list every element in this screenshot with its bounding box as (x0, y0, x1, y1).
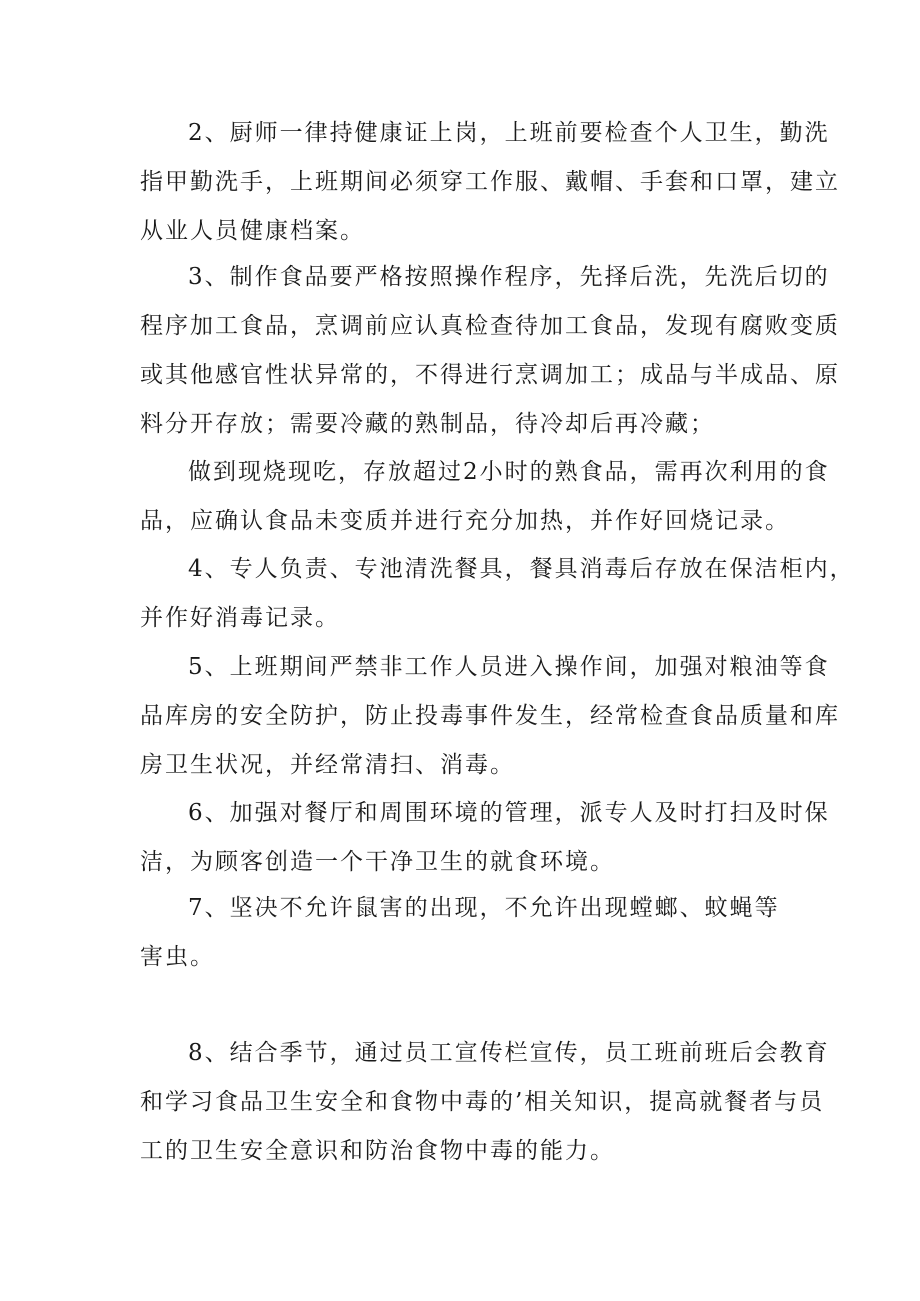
text-line: 害虫。 (140, 944, 215, 970)
paragraph-6-environment (140, 789, 830, 887)
text-line: 7、坚决不允许鼠害的出现，不允许出现螳螂、蚊蝇等 (188, 895, 780, 921)
paragraph-4-tableware (140, 545, 855, 643)
text-line: 房卫生状况，并经常清扫、消毒。 (140, 752, 515, 778)
paragraph-reheating (140, 448, 830, 546)
text-line: 和学习食品卫生安全和食物中毒的’相关知识，提高就餐者与员 (140, 1089, 825, 1115)
text-line: 或其他感官性状异常的，不得进行烹调加工；成品与半成品、原 (140, 362, 840, 388)
paragraph-3-food-preparation (140, 253, 840, 449)
paragraph-7-pest-control (140, 884, 788, 982)
text-line: 从业人员健康档案。 (140, 218, 365, 244)
text-line: 4、专人负责、专池清洗餐具，餐具消毒后存放在保洁柜内， (188, 556, 855, 582)
text-line: 2、厨师一律持健康证上岗，上班前要检查个人卫生，勤洗 (188, 120, 830, 146)
text-line: 洁，为顾客创造一个干净卫生的就食环境。 (140, 849, 615, 875)
text-line: 8、结合季节，通过员工宣传栏宣传，员工班前班后会教育 (188, 1040, 830, 1066)
text-line: 指甲勤洗手，上班期间必须穿工作服、戴帽、手套和口罩，建立 (140, 169, 840, 195)
text-line: 并作好消毒记录。 (140, 605, 340, 631)
text-line: 做到现烧现吃，存放超过2小时的熟食品，需再次利用的食 (188, 459, 830, 485)
text-line: 料分开存放；需要冷藏的熟制品，待冷却后再冷藏； (140, 411, 715, 437)
text-line: 品库房的安全防护，防止投毒事件发生，经常检查食品质量和库 (140, 703, 840, 729)
text-line: 6、加强对餐厅和周围环境的管理，派专人及时打扫及时保 (188, 800, 830, 826)
text-line: 3、制作食品要严格按照操作程序，先择后洗，先洗后切的 (188, 264, 830, 290)
text-line: 品，应确认食品未变质并进行充分加热，并作好回烧记录。 (140, 508, 790, 534)
text-line: 程序加工食品，烹调前应认真检查待加工食品，发现有腐败变质 (140, 313, 840, 339)
paragraph-5-access-control (140, 643, 840, 790)
paragraph-8-education (140, 1029, 830, 1176)
text-line: 5、上班期间严禁非工作人员进入操作间，加强对粮油等食 (188, 654, 830, 680)
paragraph-2-health-certificate (140, 109, 840, 256)
text-line: 工的卫生安全意识和防治食物中毒的能力。 (140, 1138, 615, 1164)
